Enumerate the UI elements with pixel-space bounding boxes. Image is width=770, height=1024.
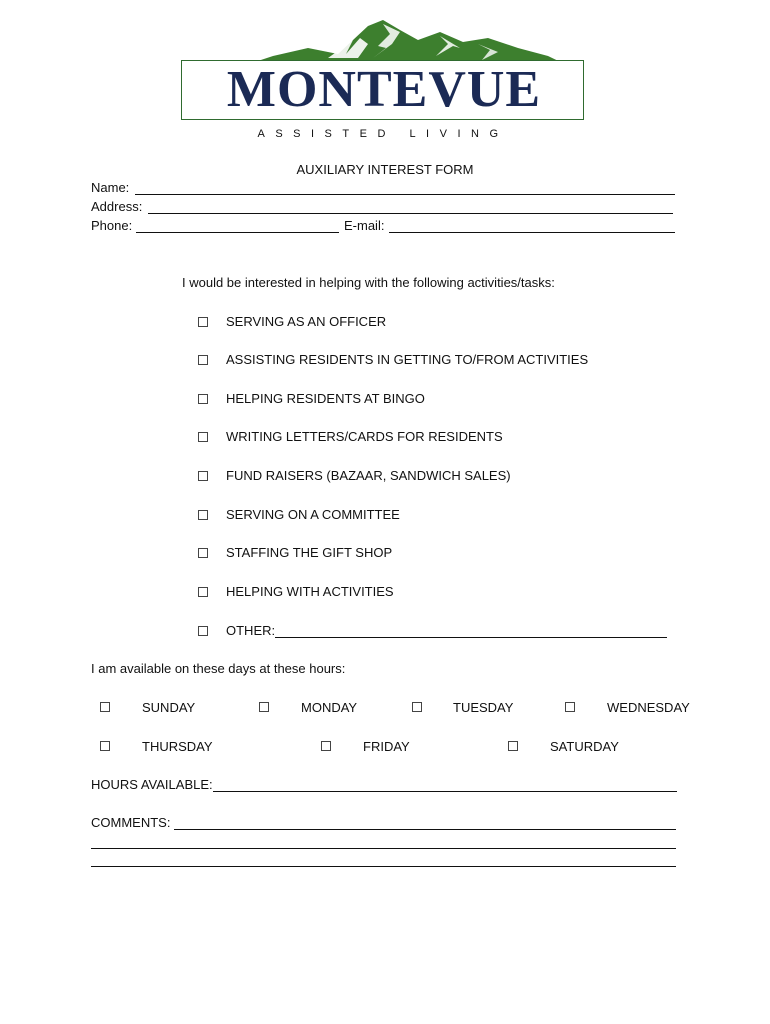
activities-intro: I would be interested in helping with the following activities/tasks: (182, 275, 555, 290)
checkbox-activity[interactable] (198, 432, 208, 442)
checkbox-activity[interactable] (198, 548, 208, 558)
activity-label: WRITING LETTERS/CARDS FOR RESIDENTS (226, 429, 503, 444)
activity-label: HELPING WITH ACTIVITIES (226, 584, 394, 599)
checkbox-activity[interactable] (198, 471, 208, 481)
hours-label: HOURS AVAILABLE: (91, 777, 213, 792)
day-label-friday: FRIDAY (363, 739, 410, 754)
checkbox-other[interactable] (198, 626, 208, 636)
other-field[interactable] (275, 637, 667, 638)
checkbox-sunday[interactable] (100, 702, 110, 712)
logo-tagline: ASSISTED LIVING (257, 128, 509, 140)
day-label-monday: MONDAY (301, 700, 358, 715)
activity-label: SERVING ON A COMMITTEE (226, 507, 400, 522)
checkbox-activity[interactable] (198, 510, 208, 520)
checkbox-saturday[interactable] (508, 741, 518, 751)
form-title: AUXILIARY INTEREST FORM (296, 162, 474, 177)
hours-field[interactable] (213, 791, 677, 792)
checkbox-wednesday[interactable] (565, 702, 575, 712)
address-field[interactable] (148, 213, 673, 214)
checkbox-activity[interactable] (198, 587, 208, 597)
email-field[interactable] (389, 232, 675, 233)
day-label-wednesday: WEDNESDAY (607, 700, 690, 715)
day-label-tuesday: TUESDAY (453, 700, 514, 715)
comments-field-line[interactable] (91, 848, 676, 849)
name-field[interactable] (135, 194, 675, 195)
checkbox-activity[interactable] (198, 394, 208, 404)
checkbox-activity[interactable] (198, 317, 208, 327)
name-label: Name: (91, 180, 130, 195)
email-label: E-mail: (344, 218, 385, 233)
phone-field[interactable] (136, 232, 339, 233)
activity-label: HELPING RESIDENTS AT BINGO (226, 391, 425, 406)
checkbox-activity[interactable] (198, 355, 208, 365)
montevue-logo (178, 18, 590, 144)
activity-label: ASSISTING RESIDENTS IN GETTING TO/FROM ACTIVITIES (226, 352, 589, 367)
comments-label: COMMENTS: (91, 815, 171, 830)
activity-label: STAFFING THE GIFT SHOP (226, 545, 393, 560)
checkbox-monday[interactable] (259, 702, 269, 712)
day-label-sunday: SUNDAY (142, 700, 196, 715)
checkbox-thursday[interactable] (100, 741, 110, 751)
activity-label: FUND RAISERS (BAZAAR, SANDWICH SALES) (226, 468, 511, 483)
phone-label: Phone: (91, 218, 133, 233)
logo-wordmark: MONTEVUE (226, 61, 542, 118)
checkbox-tuesday[interactable] (412, 702, 422, 712)
checkbox-friday[interactable] (321, 741, 331, 751)
availability-intro: I am available on these days at these hours: (91, 661, 346, 676)
day-label-saturday: SATURDAY (550, 739, 619, 754)
comments-field-line[interactable] (91, 866, 676, 867)
activity-label: SERVING AS AN OFFICER (226, 314, 387, 329)
comments-field[interactable] (174, 829, 676, 830)
day-label-thursday: THURSDAY (142, 739, 213, 754)
other-label: OTHER: (226, 623, 276, 638)
address-label: Address: (91, 199, 143, 214)
